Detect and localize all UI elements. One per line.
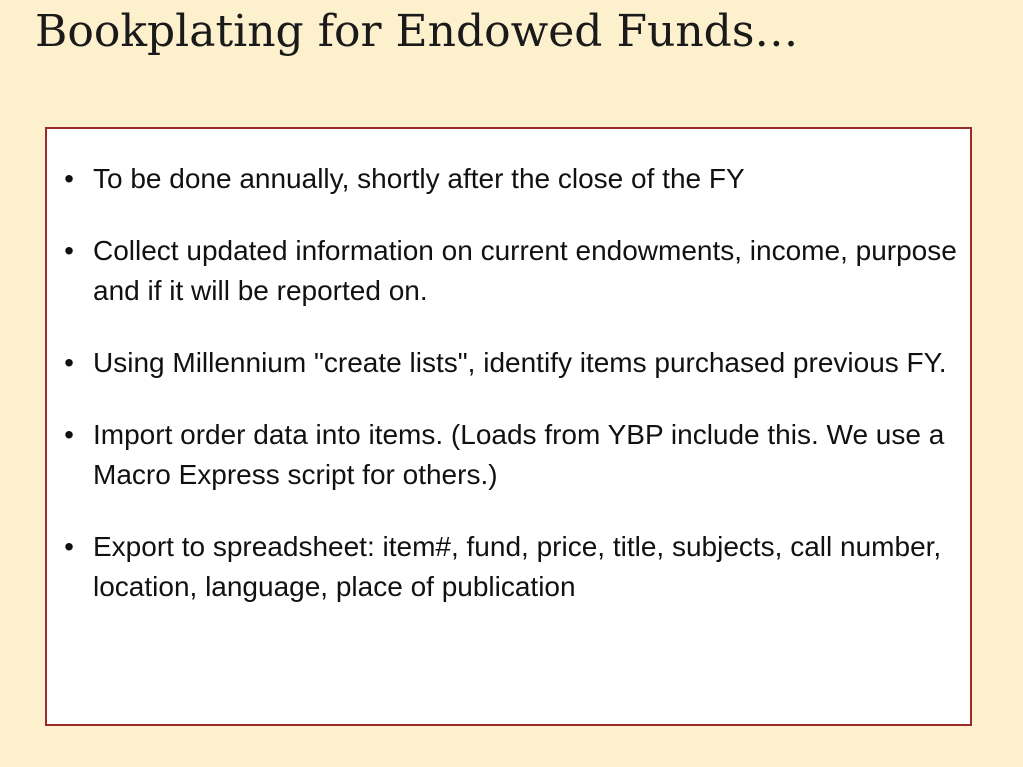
bullet-text: To be done annually, shortly after the close of the FY — [93, 163, 745, 194]
bullet-text: Import order data into items. (Loads from YBP include this. We use a Macro Express script for others.) — [93, 419, 945, 490]
bullet-list — [59, 159, 959, 639]
bullet-item — [59, 527, 959, 607]
content-box — [45, 127, 972, 726]
bullet-item — [59, 343, 959, 383]
bullet-icon: • — [64, 419, 74, 450]
bullet-item — [59, 231, 959, 311]
bullet-text: Using Millennium "create lists", identify items purchased previous FY. — [93, 347, 947, 378]
bullet-text: Export to spreadsheet: item#, fund, price, title, subjects, call number, location, language, place of publication — [93, 531, 942, 602]
bullet-text: Collect updated information on current endowments, income, purpose and if it will be reported on. — [93, 235, 957, 306]
bullet-icon: • — [64, 235, 74, 266]
bullet-icon: • — [64, 347, 74, 378]
bullet-icon: • — [64, 163, 74, 194]
bullet-item — [59, 159, 959, 199]
bullet-item — [59, 415, 959, 495]
bullet-icon: • — [64, 531, 74, 562]
slide-title: Bookplating for Endowed Funds… — [35, 6, 799, 57]
